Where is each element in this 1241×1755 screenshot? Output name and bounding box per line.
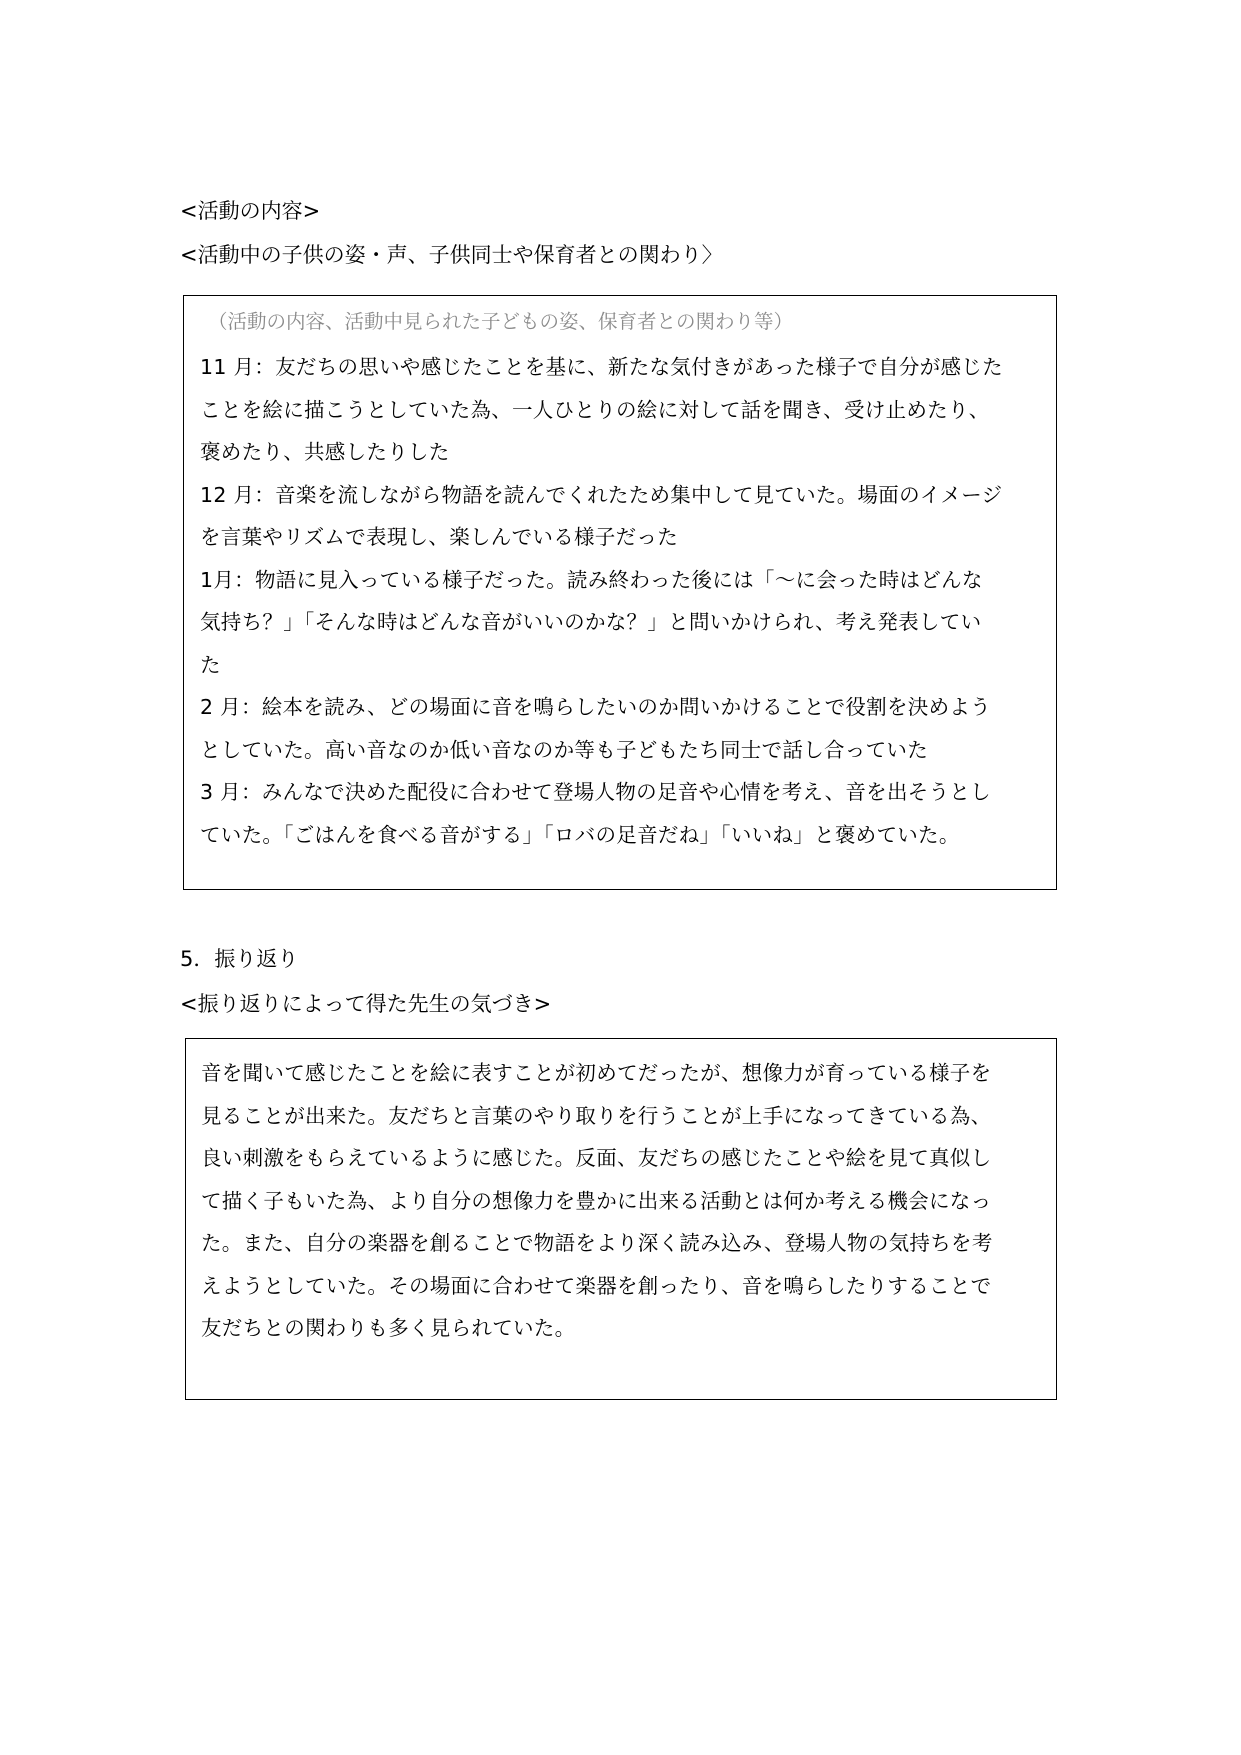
entry-line: としていた。高い音なのか低い音なのか等も子どもたち同士で話し合っていた xyxy=(200,737,928,762)
reflection-line: えようとしていた。その場面に合わせて楽器を創ったり、音を鳴らしたりすることで xyxy=(201,1273,992,1298)
entry-january xyxy=(200,559,1042,687)
entry-march xyxy=(200,771,1042,856)
activity-content-heading: <活動の内容> xyxy=(180,199,321,223)
entry-line: ていた。「ごはんを食べる音がする」「ロバの足音だね」「いいね」と褒めていた。 xyxy=(200,822,960,847)
entry-line: 12 月：音楽を流しながら物語を読んでくれたため集中して見ていた。場面のイメージ xyxy=(200,482,1003,507)
entry-line: 気持ち？」「そんな時はどんな音がいいのかな？」と問いかけられ、考え発表してい xyxy=(200,610,982,634)
entry-line: ことを絵に描こうとしていた為、一人ひとりの絵に対して話を聞き、受け止めたり、 xyxy=(200,397,990,422)
entry-line: を言葉やリズムで表現し、楽しんでいる様子だった xyxy=(200,525,678,549)
entry-line: 1月：物語に見入っている様子だった。読み終わった後には「～に会った時はどんな xyxy=(200,567,983,592)
teacher-awareness-heading: <振り返りによって得た先生の気づき> xyxy=(180,992,552,1016)
reflection-line: て描く子もいた為、より自分の想像力を豊かに出来る活動とは何か考える機会になっ xyxy=(201,1188,992,1213)
entry-november xyxy=(200,346,1042,474)
reflection-line: た。また、自分の楽器を創ることで物語をより深く読み込み、登場人物の気持ちを考 xyxy=(201,1231,993,1255)
reflection-line: 音を聞いて感じたことを絵に表すことが初めてだったが、想像力が育っている様子を xyxy=(201,1061,992,1085)
reflection-line: 友だちとの関わりも多く見られていた。 xyxy=(201,1316,576,1340)
reflection-box xyxy=(185,1038,1057,1400)
activity-box-hint: （活動の内容、活動中見られた子どもの姿、保育者との関わり等） xyxy=(208,310,794,333)
entry-line: 2 月：絵本を読み、どの場面に音を鳴らしたいのか問いかけることで役割を決めよう xyxy=(200,695,991,719)
entry-line: 褒めたり、共感したりした xyxy=(200,440,450,464)
children-interaction-heading: <活動中の子供の姿・声、子供同士や保育者との関わり〉 xyxy=(180,243,723,267)
reflection-line: 良い刺激をもらえているように感じた。反面、友だちの感じたことや絵を見て真似し xyxy=(201,1146,992,1170)
entry-line: 11 月：友だちの思いや感じたことを基に、新たな気付きがあった様子で自分が感じた xyxy=(200,355,1003,379)
entry-line: た xyxy=(200,652,221,677)
section-5-heading: 5．振り返り xyxy=(180,947,299,971)
entry-line: 3 月：みんなで決めた配役に合わせて登場人物の足音や心情を考え、音を出そうとし xyxy=(200,780,991,804)
entry-december xyxy=(200,474,1042,559)
entry-february xyxy=(200,686,1042,771)
reflection-line: 見ることが出来た。友だちと言葉のやり取りを行うことが上手になってきている為、 xyxy=(201,1103,992,1128)
activity-record-box xyxy=(183,295,1057,890)
reflection-text xyxy=(201,1052,1042,1350)
